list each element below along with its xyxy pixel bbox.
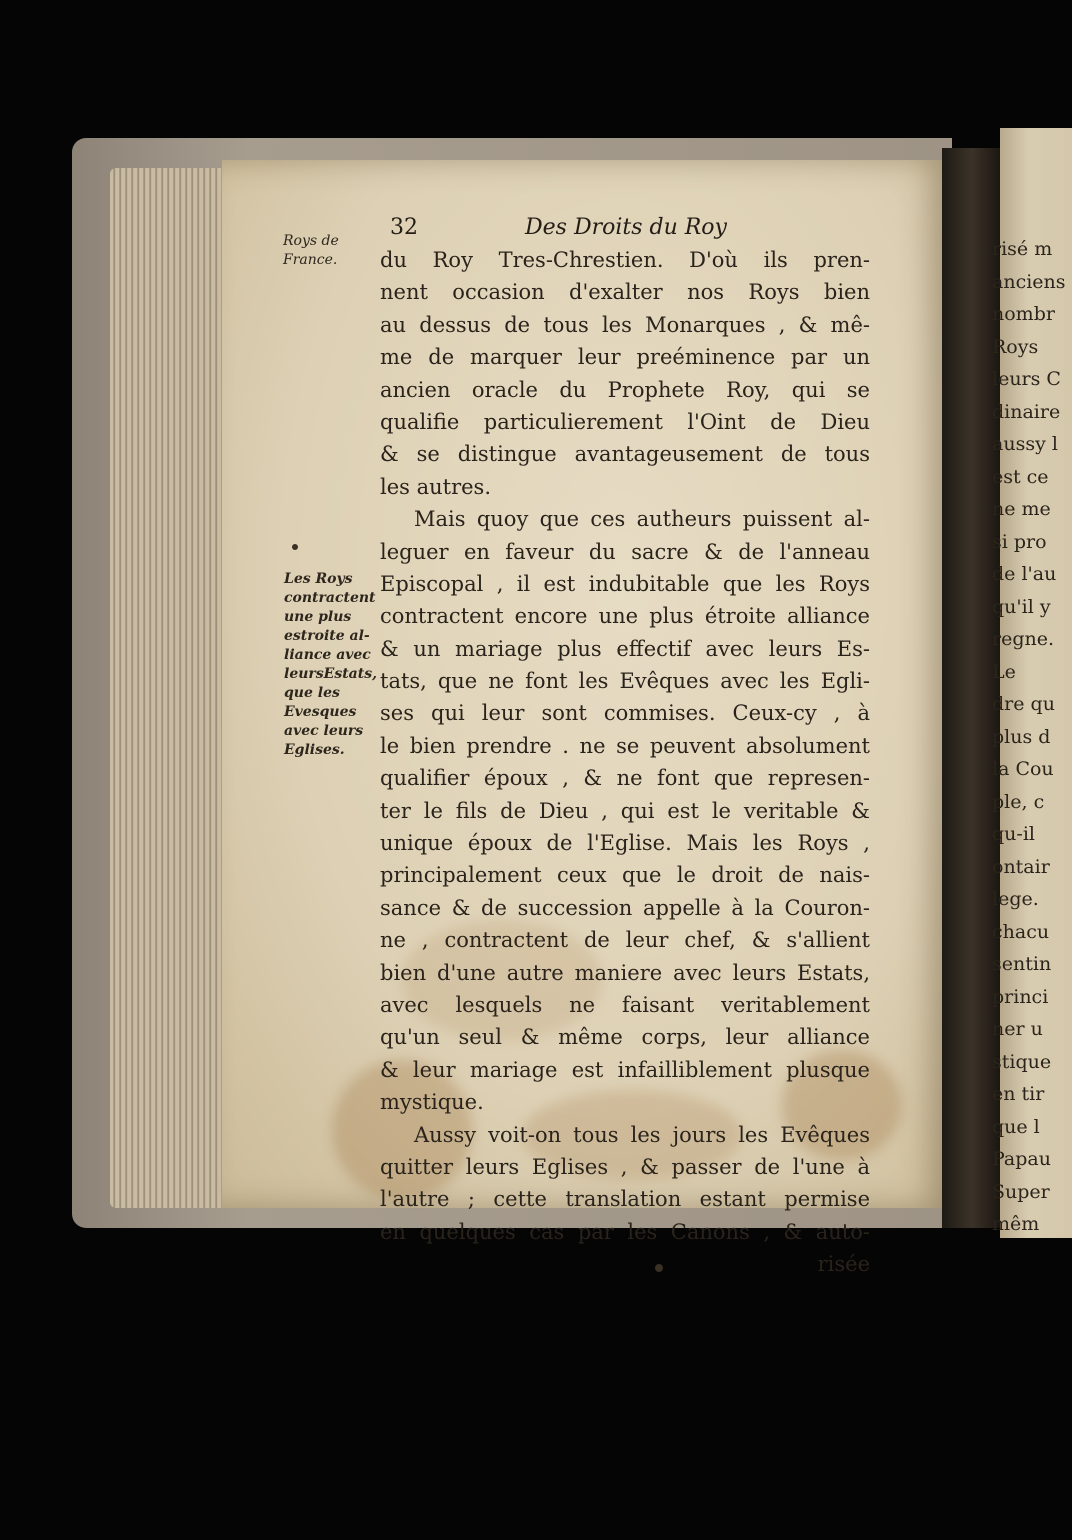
facing-page-line: aussy l bbox=[992, 433, 1058, 455]
facing-page-line: lege. bbox=[992, 888, 1039, 910]
facing-page-line: Roys bbox=[992, 335, 1039, 358]
text-line: & leur mariage est infailliblement plusque bbox=[380, 1057, 870, 1082]
text-line: du Roy Tres-Chrestien. D'où ils pren- bbox=[380, 248, 870, 272]
text-line: ses qui leur sont commises. Ceux-cy , à bbox=[380, 701, 870, 726]
text-line: principalement ceux que le droit de nais- bbox=[380, 863, 870, 888]
text-line: unique époux de l'Eglise. Mais les Roys , bbox=[380, 831, 870, 856]
margin-note-roys-de-france: Roys de France. bbox=[283, 233, 339, 268]
text-line: Mais quoy que ces autheurs puissent al- bbox=[414, 507, 870, 532]
facing-page-line: qu-il bbox=[992, 823, 1035, 845]
facing-page-line: regne. bbox=[992, 628, 1055, 650]
text-line: contractent encore une plus étroite alliance bbox=[380, 604, 870, 629]
page-number: 32 bbox=[390, 215, 418, 240]
facing-page-line: dinaire bbox=[992, 400, 1061, 423]
text-line: ne , contractent de leur chef, & s'allient bbox=[380, 928, 870, 953]
text-line: Aussy voit-on tous les jours les Evêques bbox=[414, 1122, 870, 1147]
facing-page-line: leurs C bbox=[992, 368, 1061, 390]
facing-page-line: qu'il y bbox=[992, 595, 1051, 618]
margin-note-roys-contractent: Les Roys contractent une plus estroite al- liance avec leursEstats, que les Evesques avec leurs Eglises. bbox=[284, 571, 377, 758]
text-line: me de marquer leur preéminence par un bbox=[380, 345, 870, 370]
text-line: le bien prendre . ne se peuvent absolument bbox=[380, 733, 870, 758]
text-line: qualifie particulierement l'Oint de Dieu bbox=[380, 409, 870, 434]
text-line: & un mariage plus effectif avec leurs Es- bbox=[380, 636, 870, 661]
facing-page-line: ple, c bbox=[992, 790, 1045, 813]
text-line: qu'un seul & même corps, leur alliance bbox=[380, 1025, 870, 1050]
catchword: risée bbox=[817, 1252, 870, 1277]
text-line: Episcopal , il est indubitable que les Roys bbox=[380, 571, 870, 596]
facing-page-line: plus d bbox=[992, 725, 1051, 748]
text-line: en quelques cas par les Canons , & auto- bbox=[380, 1219, 870, 1244]
facing-page-line: Papau bbox=[992, 1148, 1051, 1170]
facing-page-line: ontair bbox=[992, 855, 1050, 878]
facing-page-line: sentin bbox=[992, 953, 1052, 975]
facing-page-line: chacu bbox=[992, 920, 1050, 943]
text-line: bien d'une autre maniere avec leurs Estats, bbox=[380, 960, 870, 985]
text-line: nent occasion d'exalter nos Roys bien bbox=[380, 280, 870, 305]
facing-page-line: Le bbox=[992, 660, 1016, 683]
text-line: tats, que ne font les Evêques avec les Egli- bbox=[380, 669, 870, 694]
text-line: & se distingue avantageusement de tous bbox=[380, 442, 870, 467]
text-line: avec lesquels ne faisant veritablement bbox=[380, 992, 870, 1017]
text-line: leguer en faveur du sacre & de l'anneau bbox=[380, 539, 870, 564]
facing-page-line: ne me bbox=[992, 498, 1051, 520]
facing-page-line: la Cou bbox=[992, 758, 1054, 780]
facing-page-line: stique bbox=[992, 1050, 1052, 1073]
facing-page-line: risé m bbox=[992, 238, 1053, 260]
text-line: ancien oracle du Prophete Roy, qui se bbox=[380, 377, 870, 402]
text-line: sance & de succession appelle à la Couron- bbox=[380, 895, 870, 920]
text-line: mystique. bbox=[380, 1090, 484, 1115]
facing-page-line: princi bbox=[992, 985, 1049, 1008]
ink-dot bbox=[292, 544, 298, 550]
text-line: au dessus de tous les Monarques , & mê- bbox=[380, 312, 870, 337]
facing-page-line: nombr bbox=[992, 303, 1055, 325]
facing-page-line: que l bbox=[992, 1115, 1040, 1138]
facing-page-line: si pro bbox=[992, 530, 1047, 553]
text-line: qualifier époux , & ne font que represen- bbox=[380, 766, 870, 791]
facing-page-line: mêm bbox=[992, 1213, 1040, 1235]
running-head: Des Droits du Roy bbox=[525, 215, 727, 240]
facing-page-line: de l'au bbox=[992, 563, 1057, 585]
body-text bbox=[380, 244, 870, 1281]
facing-page-line: en tir bbox=[992, 1083, 1045, 1105]
text-line: l'autre ; cette translation estant permise bbox=[380, 1187, 870, 1212]
facing-page-line: dre qu bbox=[992, 693, 1055, 715]
facing-page-line: Super bbox=[992, 1180, 1050, 1203]
page-header bbox=[390, 215, 870, 245]
facing-page bbox=[992, 128, 1072, 1238]
text-line: quitter leurs Eglises , & passer de l'une à bbox=[380, 1154, 870, 1179]
text-line: ter le fils de Dieu , qui est le veritable & bbox=[380, 798, 870, 823]
text-line: les autres. bbox=[380, 474, 491, 499]
facing-page-line: ner u bbox=[992, 1018, 1043, 1040]
facing-page-line: anciens bbox=[992, 270, 1066, 293]
facing-page-line: est ce bbox=[992, 465, 1049, 488]
